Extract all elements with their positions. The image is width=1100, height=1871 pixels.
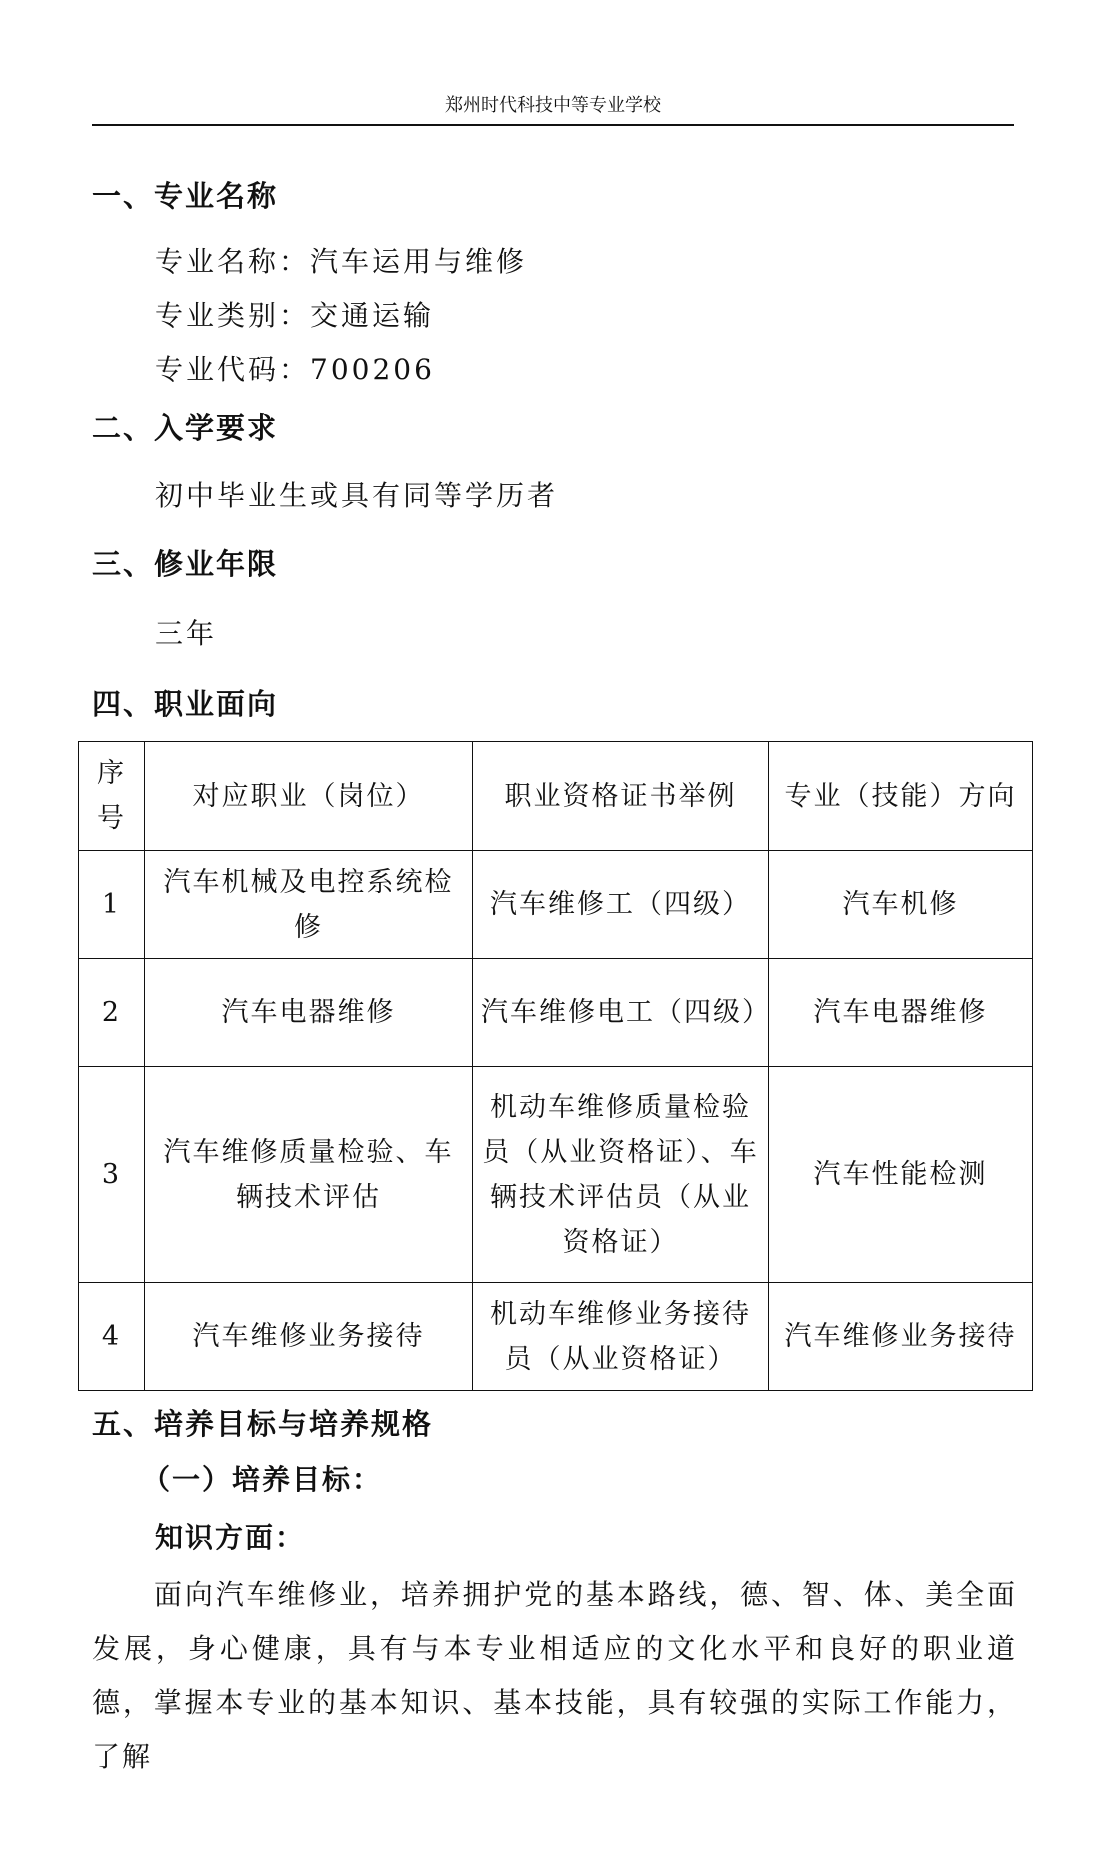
table-cell-occupation: 汽车维修业务接待 xyxy=(145,1283,473,1391)
table-cell-occupation: 汽车电器维修 xyxy=(145,959,473,1067)
header-cell-certificate: 职业资格证书举例 xyxy=(473,742,769,851)
table-cell-certificate: 汽车维修工（四级） xyxy=(473,851,769,959)
table-cell-direction: 汽车机修 xyxy=(769,851,1033,959)
section-4-title: 四、职业面向 xyxy=(92,687,279,721)
header-cell-index: 序号 xyxy=(79,742,145,851)
subsection-goal-title: （一）培养目标： xyxy=(142,1463,383,1496)
header-cell-direction: 专业（技能）方向 xyxy=(769,742,1033,851)
table-cell-index: 1 xyxy=(79,851,145,959)
table-row xyxy=(79,851,1033,959)
knowledge-paragraph xyxy=(92,1568,1017,1784)
table-row xyxy=(79,959,1033,1067)
admission-line: 初中毕业生或具有同等学历者 xyxy=(155,479,559,512)
major-category-line: 专业类别：交通运输 xyxy=(155,299,435,332)
career-table xyxy=(78,741,1032,1391)
table-row xyxy=(79,1067,1033,1283)
table-cell-certificate: 汽车维修电工（四级） xyxy=(473,959,769,1067)
knowledge-paragraph-text: 面向汽车维修业，培养拥护党的基本路线，德、智、体、美全面发展，身心健康，具有与本专业相适应的文化水平和良好的职业道德，掌握本专业的基本知识、基本技能，具有较强的实际工作能力，了解 xyxy=(92,1578,1017,1773)
table-cell-index: 3 xyxy=(79,1067,145,1283)
section-2-title: 二、入学要求 xyxy=(92,411,279,445)
table-cell-occupation: 汽车维修质量检验、车辆技术评估 xyxy=(145,1067,473,1283)
table-cell-occupation: 汽车机械及电控系统检修 xyxy=(145,851,473,959)
knowledge-title: 知识方面： xyxy=(155,1521,306,1554)
table-cell-index: 2 xyxy=(79,959,145,1067)
section-5-title: 五、培养目标与培养规格 xyxy=(92,1407,434,1441)
page-header: 郑州时代科技中等专业学校 xyxy=(445,95,661,116)
section-3-title: 三、修业年限 xyxy=(92,547,279,581)
major-name-line: 专业名称：汽车运用与维修 xyxy=(155,245,528,278)
major-code-line: 专业代码：700206 xyxy=(155,353,435,386)
header-cell-occupation: 对应职业（岗位） xyxy=(145,742,473,851)
header-rule xyxy=(92,124,1014,126)
table-cell-direction: 汽车性能检测 xyxy=(769,1067,1033,1283)
table-cell-direction: 汽车维修业务接待 xyxy=(769,1283,1033,1391)
table-cell-certificate: 机动车维修业务接待员（从业资格证） xyxy=(473,1283,769,1391)
table-row xyxy=(79,1283,1033,1391)
table-cell-index: 4 xyxy=(79,1283,145,1391)
table-cell-direction: 汽车电器维修 xyxy=(769,959,1033,1067)
duration-line: 三年 xyxy=(155,617,218,650)
section-1-title: 一、专业名称 xyxy=(92,179,279,213)
table-cell-certificate: 机动车维修质量检验员（从业资格证）、车辆技术评估员（从业资格证） xyxy=(473,1067,769,1283)
table-header-row xyxy=(79,742,1033,851)
